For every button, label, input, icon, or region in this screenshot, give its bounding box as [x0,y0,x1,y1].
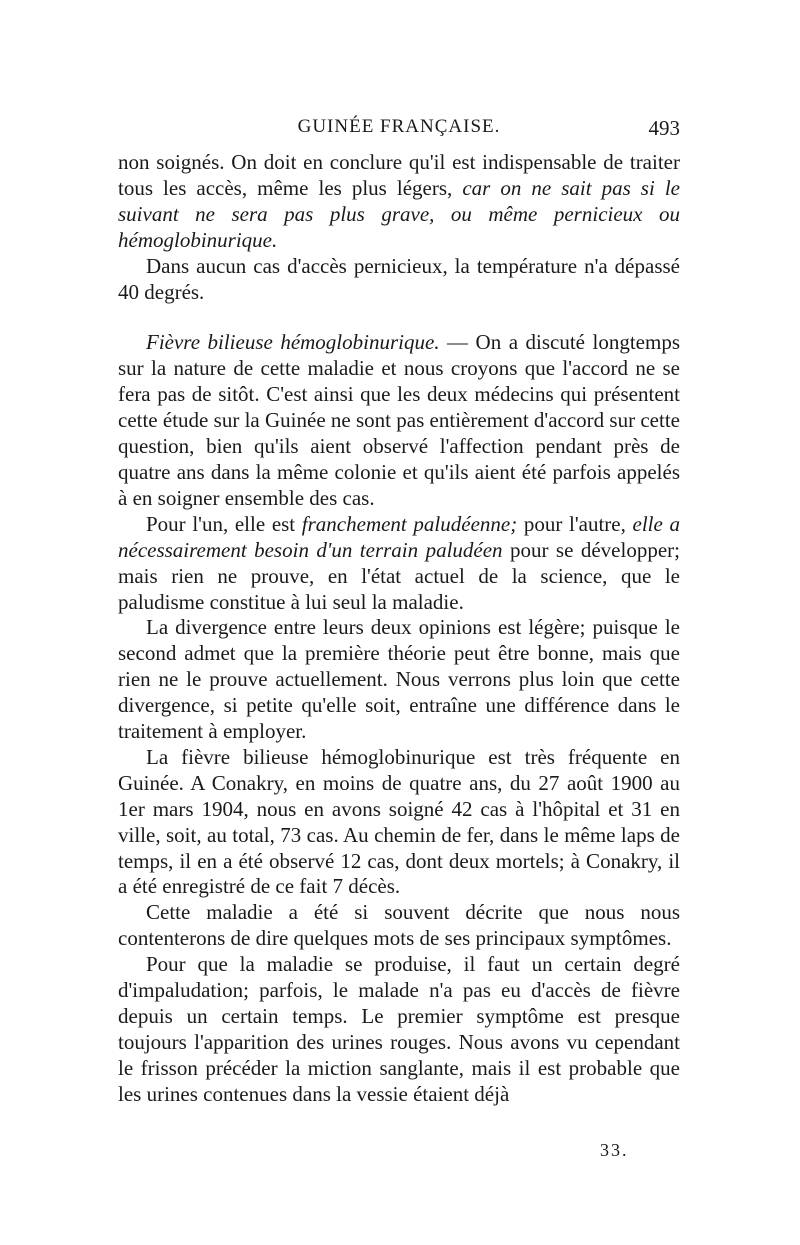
body-text [118,150,680,1108]
page-number: 493 [648,116,680,140]
paragraph-1-text: non soignés. On doit en conclure qu'il est indispensable de traiter tous les accès, même les plus légers, [118,150,680,200]
paragraph-4-text-a: Pour l'un, elle est [146,511,302,536]
paragraph-8: Pour que la maladie se produise, il faut un certain degré d'impaludation; parfois, le malade n'a pas eu d'accès de fièvre depuis un certain temps. Le premier symptôme est presque toujours l'apparition des urines rouges. Nous avons vu cependant le frisson précéder la miction sanglante, mais il est probable que les urines contenues dans la vessie étaient déjà [118,952,680,1106]
paragraph-1-italic: car on ne sait pas si le suivant ne sera pas plus grave, ou même pernicieux ou hémoglobinurique. [118,175,680,252]
section-heading: Fièvre bilieuse hémoglobinurique. [146,330,440,355]
paragraph-4-italic-a: franchement paludéenne; [301,511,518,536]
paragraph-4-text-c: pour se développer; mais rien ne prouve, en l'état actuel de la science, que le paludisme constitue à lui seul la maladie. [118,537,680,614]
paragraph-1 [118,150,680,254]
paragraph-4-text-b: pour l'autre, [517,511,633,536]
paragraph-7: Cette maladie a été si souvent décrite que nous nous contenterons de dire quelques mots de ses principaux symptômes. [118,900,680,951]
paragraph-3 [118,330,680,511]
paragraph-3-text: — On a discuté longtemps sur la nature de cette maladie et nous croyons que l'accord ne se fera pas de sitôt. C'est ainsi que les deux médecins qui présentent cette étude sur la Guinée ne sont pas entièrement d'accord sur cette question, bien qu'ils aient observé l'affection pendant près de quatre ans dans la même colonie et qu'ils aient été parfois appelés à en soigner ensemble des cas. [118,330,680,510]
signature-mark: 33. [600,1140,629,1160]
running-title: GUINÉE FRANÇAISE. [297,116,501,137]
paragraph-2: Dans aucun cas d'accès pernicieux, la température n'a dépassé 40 degrés. [118,253,680,304]
page-header [118,116,680,146]
paragraph-4-italic-b: elle a nécessairement besoin d'un terrain paludéen [118,511,680,562]
paragraph-5: La divergence entre leurs deux opinions est légère; puisque le second admet que la première théorie peut être bonne, mais que rien ne le prouve actuellement. Nous verrons plus loin que cette divergence, si petite qu'elle soit, entraîne une différence dans le traitement à employer. [118,615,680,744]
paragraph-4 [118,512,680,616]
paragraph-6: La fièvre bilieuse hémoglobinurique est très fréquente en Guinée. A Conakry, en moins de quatre ans, du 27 août 1900 au 1er mars 1904, nous en avons soigné 42 cas à l'hôpital et 31 en ville, soit, au total, 73 cas. Au chemin de fer, dans le même laps de temps, il en a été observé 12 cas, dont deux mortels; à Conakry, il a été enregistré de ce fait 7 décès. [118,744,680,899]
